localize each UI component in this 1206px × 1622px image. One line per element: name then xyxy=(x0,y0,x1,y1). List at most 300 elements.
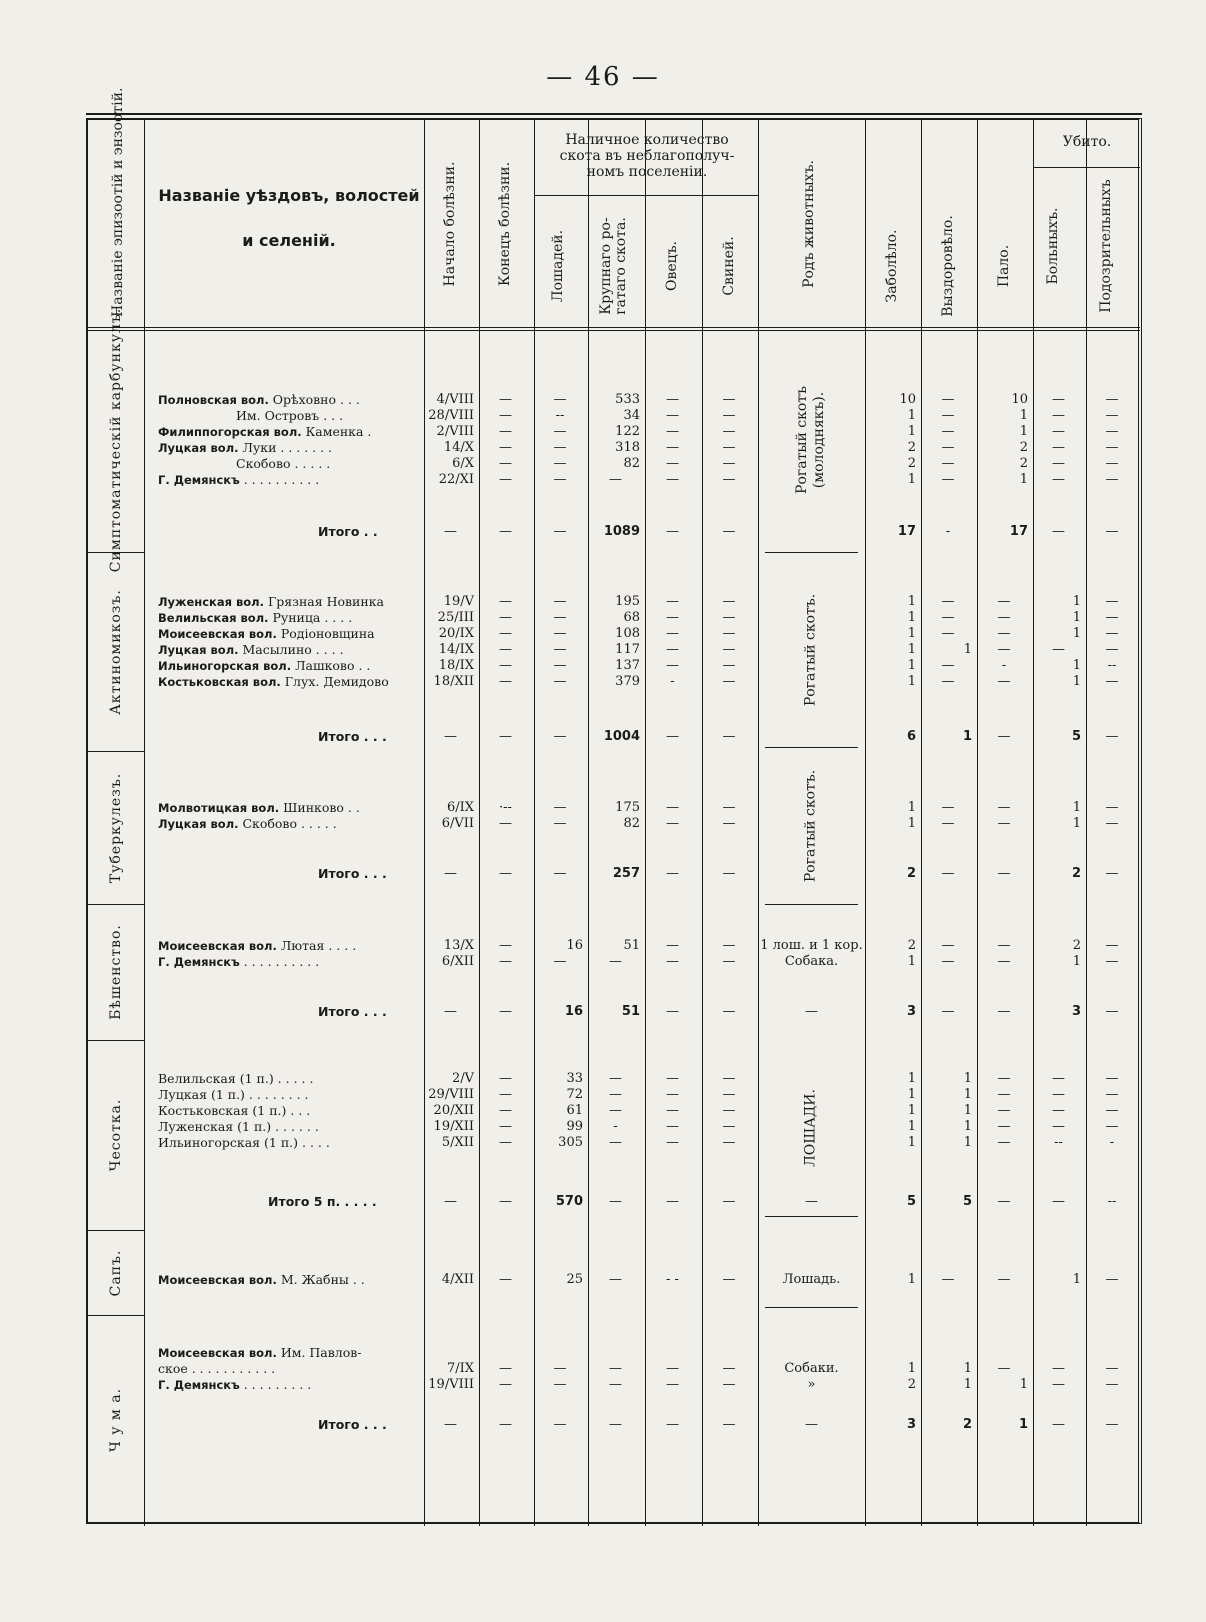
village-name: Луженская (1 п.) . . . . . . xyxy=(158,1119,319,1134)
cell-start: 4/VIII xyxy=(436,392,474,407)
cell-sheep: — xyxy=(666,1377,679,1392)
cell-ill: 1 xyxy=(907,1119,916,1134)
total-ksu: -- xyxy=(1107,1194,1117,1209)
cell-died: — xyxy=(997,1119,1011,1134)
row-place-name xyxy=(158,1377,311,1393)
header-killed-suspect: Подозрительныхъ xyxy=(1098,179,1114,313)
cell-ks: -- xyxy=(1054,1135,1063,1150)
cell-sheep: — xyxy=(666,424,679,439)
cell-ks: — xyxy=(1052,1071,1065,1086)
cell-start: 29/VIII xyxy=(428,1087,474,1102)
cell-cattle: 82 xyxy=(623,456,640,471)
total-sheep: — xyxy=(666,1194,679,1209)
cell-ill: 1 xyxy=(907,424,916,439)
cell-horses: — xyxy=(553,800,567,815)
cell-ks: — xyxy=(1052,424,1065,439)
total-pigs: — xyxy=(722,1417,736,1432)
cell-died: — xyxy=(997,800,1011,815)
cell-sheep: — xyxy=(666,440,679,455)
cell-cattle: 318 xyxy=(615,440,640,455)
cell-ksu: — xyxy=(1105,392,1119,407)
cell-ill: 1 xyxy=(907,642,916,657)
cell-end: — xyxy=(499,938,512,953)
cell-ill: 1 xyxy=(907,594,916,609)
volost-name: Моисеевская вол. xyxy=(158,939,277,953)
village-name: Им. Павлов- xyxy=(276,1345,362,1360)
cell-ill: 1 xyxy=(907,1087,916,1102)
cell-ill: 1 xyxy=(907,954,916,969)
cell-ksu: -- xyxy=(1107,658,1117,673)
cell-ill: 2 xyxy=(907,1377,916,1392)
total-died: — xyxy=(997,1004,1011,1019)
cell-end: — xyxy=(499,594,512,609)
volost-name: Ильиногорская вол. xyxy=(158,659,292,673)
cell-ks: — xyxy=(1052,1119,1065,1134)
cell-animal-kind: Собаки. xyxy=(784,1361,839,1376)
header-pigs: Свиней. xyxy=(721,236,737,296)
cell-sheep: — xyxy=(666,594,679,609)
cell-rec: — xyxy=(941,674,955,689)
header-herd-group: Наличное количество скота въ неблагополуч- номъ поселеніи. xyxy=(559,132,735,180)
row-place-name xyxy=(158,1103,310,1119)
total-animal-kind: — xyxy=(805,1194,818,1209)
cell-died: — xyxy=(997,1071,1011,1086)
total-rec: - xyxy=(945,524,951,539)
cell-ksu: — xyxy=(1105,1377,1119,1392)
total-cattle: — xyxy=(609,1417,622,1432)
cell-start: 6/IX xyxy=(446,800,474,815)
row-place-name xyxy=(158,440,332,456)
cell-ks: 1 xyxy=(1072,626,1081,641)
cell-ill: 2 xyxy=(907,440,916,455)
header-horses: Лошадей. xyxy=(550,229,566,303)
cell-ksu: — xyxy=(1105,642,1119,657)
cell-died: — xyxy=(997,1103,1011,1118)
cell-pigs: — xyxy=(722,626,736,641)
cell-end: — xyxy=(499,1119,512,1134)
header-recovered: Выздоровѣло. xyxy=(940,215,956,317)
total-ksu: — xyxy=(1105,729,1119,744)
cell-horses: — xyxy=(553,674,567,689)
total-animal-kind: — xyxy=(805,1417,818,1432)
total-cattle: 1004 xyxy=(603,729,640,744)
cell-rec: 1 xyxy=(963,642,972,657)
cell-end: — xyxy=(499,658,512,673)
total-rec: 2 xyxy=(962,1417,972,1432)
total-cattle: 257 xyxy=(612,866,640,881)
cell-horses: — xyxy=(553,392,567,407)
cell-rec: — xyxy=(941,456,955,471)
animal-kind-label xyxy=(803,593,820,705)
disease-label: Бѣшенство. xyxy=(108,924,124,1020)
total-rec: — xyxy=(941,1004,955,1019)
cell-sheep: — xyxy=(666,1071,679,1086)
village-name: Луцкая (1 п.) . . . . . . . . xyxy=(158,1087,309,1102)
cell-ks: — xyxy=(1052,456,1065,471)
cell-rec: — xyxy=(941,392,955,407)
total-start: — xyxy=(444,1417,457,1432)
cell-end: ·-- xyxy=(499,800,512,815)
cell-ks: — xyxy=(1052,1103,1065,1118)
cell-cattle: 108 xyxy=(615,626,640,641)
row-place-name xyxy=(158,816,337,832)
total-ksu: — xyxy=(1105,866,1119,881)
cell-end: — xyxy=(499,674,512,689)
cell-start: 19/V xyxy=(443,594,474,609)
cell-rec: — xyxy=(941,440,955,455)
cell-end: — xyxy=(499,1103,512,1118)
cell-cattle: 533 xyxy=(615,392,640,407)
total-ill: 3 xyxy=(906,1417,916,1432)
total-start: — xyxy=(444,1004,457,1019)
total-label: Итого . . . xyxy=(318,1004,387,1019)
cell-sheep: - - xyxy=(666,1272,679,1287)
village-name: . . . . . . . . . . xyxy=(239,472,320,487)
cell-sheep: — xyxy=(666,1361,679,1376)
cell-died: — xyxy=(997,1272,1011,1287)
volost-name: Г. Демянскъ xyxy=(158,1378,240,1392)
cell-pigs: — xyxy=(722,1087,736,1102)
cell-end: — xyxy=(499,1135,512,1150)
header-disease: Названіе эпизоотій и энзоотій. xyxy=(110,87,126,317)
cell-rec: — xyxy=(941,408,955,423)
total-start: — xyxy=(444,729,457,744)
cell-died: 2 xyxy=(1019,440,1028,455)
cell-ksu: — xyxy=(1105,408,1119,423)
cell-horses: 305 xyxy=(558,1135,583,1150)
cell-sheep: — xyxy=(666,800,679,815)
cell-sheep: — xyxy=(666,392,679,407)
cell-died: 1 xyxy=(1019,408,1028,423)
animal-kind-label xyxy=(794,386,828,494)
cell-start: 2/V xyxy=(451,1071,474,1086)
cell-pigs: — xyxy=(722,658,736,673)
volost-name: Луженская вол. xyxy=(158,595,264,609)
total-label: Итого 5 п. . . . . xyxy=(268,1194,377,1209)
cell-ksu: — xyxy=(1105,456,1119,471)
cell-start: 6/X xyxy=(452,456,474,471)
cell-ks: — xyxy=(1052,408,1065,423)
village-name: Скобово . . . . . xyxy=(236,456,331,471)
cell-end: — xyxy=(499,816,512,831)
cell-pigs: — xyxy=(722,938,736,953)
header-cattle: Крупнаго ро- гатаго скота. xyxy=(598,217,629,315)
row-place-name xyxy=(236,456,330,472)
total-sheep: — xyxy=(666,1417,679,1432)
village-name: Ильиногорская (1 п.) . . . . xyxy=(158,1135,330,1150)
cell-rec: — xyxy=(941,594,955,609)
village-name: Скобово . . . . . xyxy=(238,816,337,831)
cell-ill: 1 xyxy=(907,610,916,625)
cell-cattle: 379 xyxy=(615,674,640,689)
cell-died: 10 xyxy=(1011,392,1028,407)
row-place-name xyxy=(158,674,389,690)
volost-name: Моисеевская вол. xyxy=(158,1273,277,1287)
total-pigs: — xyxy=(722,524,736,539)
cell-sheep: — xyxy=(666,816,679,831)
cell-ks: 1 xyxy=(1072,1272,1081,1287)
cell-start: 18/IX xyxy=(438,658,474,673)
cell-cattle: 122 xyxy=(615,424,640,439)
total-pigs: — xyxy=(722,729,736,744)
cell-horses: — xyxy=(553,472,567,487)
total-ksu: — xyxy=(1105,1004,1119,1019)
cell-horses: 61 xyxy=(566,1103,583,1118)
village-name: . . . . . . . . . . xyxy=(239,954,320,969)
total-ks: — xyxy=(1052,1417,1065,1432)
cell-end: — xyxy=(499,408,512,423)
village-name: Масылино . . . . xyxy=(238,642,344,657)
header-sheep: Овецъ. xyxy=(664,240,680,292)
disease-label: Актиномикозъ. xyxy=(108,588,124,715)
cell-horses: 33 xyxy=(566,1071,583,1086)
cell-pigs: — xyxy=(722,642,736,657)
cell-animal-kind: Лошадь. xyxy=(782,1272,841,1287)
cell-pigs: — xyxy=(722,392,736,407)
cell-ksu: — xyxy=(1105,954,1119,969)
total-start: — xyxy=(444,524,457,539)
cell-pigs: — xyxy=(722,424,736,439)
cell-ksu: — xyxy=(1105,816,1119,831)
row-place-name xyxy=(158,1119,319,1135)
village-name: Каменка . xyxy=(301,424,372,439)
cell-pigs: — xyxy=(722,1272,736,1287)
village-name: Орѣховно . . . xyxy=(268,392,360,407)
village-name: Велильская (1 п.) . . . . . xyxy=(158,1071,314,1086)
cell-cattle: — xyxy=(609,472,622,487)
cell-rec: — xyxy=(941,938,955,953)
cell-cattle: — xyxy=(609,954,622,969)
cell-pigs: — xyxy=(722,674,736,689)
top-rule xyxy=(86,113,1142,115)
cell-died: — xyxy=(997,1087,1011,1102)
header-died: Пало. xyxy=(996,244,1012,288)
total-rec: 5 xyxy=(962,1194,972,1209)
cell-sheep: — xyxy=(666,1103,679,1118)
cell-horses: 16 xyxy=(566,938,583,953)
cell-pigs: — xyxy=(722,954,736,969)
village-name: Грязная Новинка xyxy=(263,594,384,609)
village-name: Лашково . . xyxy=(291,658,371,673)
cell-horses: — xyxy=(553,1361,567,1376)
row-place-name xyxy=(158,610,352,626)
cell-cattle: - xyxy=(613,1119,618,1134)
cell-cattle: 117 xyxy=(615,642,640,657)
disease-label: Туберкулезъ. xyxy=(108,772,124,883)
total-ks: — xyxy=(1052,524,1065,539)
village-name: Руница . . . . xyxy=(268,610,353,625)
village-name: Им. Островъ . . . xyxy=(236,408,344,423)
cell-pigs: — xyxy=(722,1103,736,1118)
cell-start: 19/VIII xyxy=(428,1377,474,1392)
village-name: . . . . . . . . . xyxy=(239,1377,312,1392)
row-place-name xyxy=(158,1071,313,1087)
row-place-name xyxy=(158,1135,330,1151)
cell-start: 4/XII xyxy=(441,1272,474,1287)
cell-end: — xyxy=(499,440,512,455)
cell-start: 28/VIII xyxy=(428,408,474,423)
row-place-name xyxy=(158,800,360,816)
total-label: Итого . . . xyxy=(318,1417,387,1432)
cell-rec: 1 xyxy=(963,1135,972,1150)
cell-rec: — xyxy=(941,658,955,673)
cell-pigs: — xyxy=(722,472,736,487)
cell-start: 20/IX xyxy=(438,626,474,641)
total-start: — xyxy=(444,866,457,881)
animal-kind-line: ЛОШАДИ. xyxy=(802,1089,819,1167)
cell-rec: 1 xyxy=(963,1103,972,1118)
cell-start: 18/XII xyxy=(433,674,474,689)
cell-ksu: — xyxy=(1105,472,1119,487)
total-died: 17 xyxy=(1009,524,1028,539)
cell-ks: — xyxy=(1052,440,1065,455)
cell-start: 13/X xyxy=(443,938,474,953)
cell-sheep: — xyxy=(666,642,679,657)
total-label: Итого . . xyxy=(318,524,378,539)
cell-sheep: - xyxy=(670,674,675,689)
cell-died: 1 xyxy=(1019,1377,1028,1392)
cell-cattle: — xyxy=(609,1103,622,1118)
cell-rec: 1 xyxy=(963,1087,972,1102)
cell-died: — xyxy=(997,674,1011,689)
cell-start: 14/IX xyxy=(438,642,474,657)
cell-pigs: — xyxy=(722,440,736,455)
cell-cattle: — xyxy=(609,1361,622,1376)
village-name: ское . . . . . . . . . . . xyxy=(158,1361,276,1376)
village-name: Лютая . . . . xyxy=(276,938,357,953)
cell-cattle: 34 xyxy=(623,408,640,423)
cell-horses: — xyxy=(553,816,567,831)
cell-horses: — xyxy=(553,1377,567,1392)
cell-animal-kind: » xyxy=(807,1377,816,1392)
cell-horses: — xyxy=(553,456,567,471)
total-horses: — xyxy=(553,524,567,539)
cell-cattle: 137 xyxy=(615,658,640,673)
cell-cattle: — xyxy=(609,1071,622,1086)
total-end: — xyxy=(499,1004,512,1019)
cell-animal-kind: 1 лош. и 1 кор. xyxy=(760,938,863,953)
total-sheep: — xyxy=(666,729,679,744)
cell-ks: — xyxy=(1052,1361,1065,1376)
village-name: Шинково . . xyxy=(279,800,360,815)
volost-name: Молвотицкая вол. xyxy=(158,801,280,815)
total-horses: 16 xyxy=(564,1004,583,1019)
cell-ksu: — xyxy=(1105,594,1119,609)
cell-horses: 25 xyxy=(566,1272,583,1287)
cell-horses: — xyxy=(553,658,567,673)
cell-rec: 1 xyxy=(963,1377,972,1392)
total-pigs: — xyxy=(722,866,736,881)
total-ill: 2 xyxy=(906,866,916,881)
cell-sheep: — xyxy=(666,610,679,625)
cell-end: — xyxy=(499,954,512,969)
cell-start: 25/III xyxy=(437,610,474,625)
table-body xyxy=(88,87,1144,1526)
cell-ill: 10 xyxy=(899,392,916,407)
volost-name: Г. Демянскъ xyxy=(158,473,240,487)
total-horses: 570 xyxy=(555,1194,583,1209)
cell-cattle: 51 xyxy=(623,938,640,953)
volost-name: Луцкая вол. xyxy=(158,817,239,831)
total-start: — xyxy=(444,1194,457,1209)
cell-died: — xyxy=(997,1361,1011,1376)
disease-label: Сапъ. xyxy=(108,1249,124,1296)
cell-ill: 2 xyxy=(907,456,916,471)
cell-animal-kind: Собака. xyxy=(784,954,839,969)
disease-label: Чесотка. xyxy=(108,1098,124,1172)
cell-sheep: — xyxy=(666,954,679,969)
total-ks: 3 xyxy=(1071,1004,1081,1019)
total-died: 1 xyxy=(1018,1417,1028,1432)
cell-died: — xyxy=(997,610,1011,625)
cell-rec: — xyxy=(941,816,955,831)
total-end: — xyxy=(499,1417,512,1432)
cell-sheep: — xyxy=(666,408,679,423)
cell-horses: — xyxy=(553,594,567,609)
animal-kind-line: Рогатый скотъ xyxy=(794,385,810,494)
cell-ksu: — xyxy=(1105,1361,1119,1376)
row-place-name xyxy=(236,408,343,424)
cell-ill: 2 xyxy=(907,938,916,953)
total-rec: — xyxy=(941,866,955,881)
cell-died: — xyxy=(997,626,1011,641)
cell-pigs: — xyxy=(722,610,736,625)
cell-horses: 99 xyxy=(566,1119,583,1134)
cell-ill: 1 xyxy=(907,816,916,831)
row-place-name xyxy=(158,472,319,488)
cell-cattle: — xyxy=(609,1272,622,1287)
cell-ill: 1 xyxy=(907,1071,916,1086)
total-end: — xyxy=(499,729,512,744)
cell-died: — xyxy=(997,642,1011,657)
cell-start: 6/XII xyxy=(441,954,474,969)
cell-start: 7/IX xyxy=(446,1361,474,1376)
cell-died: — xyxy=(997,938,1011,953)
total-died: — xyxy=(997,729,1011,744)
animal-kind-line: (молоднякъ). xyxy=(811,391,827,488)
disease-label: Ч у м а. xyxy=(108,1387,124,1452)
cell-end: — xyxy=(499,610,512,625)
cell-ks: — xyxy=(1052,392,1065,407)
cell-horses: — xyxy=(553,440,567,455)
cell-ks: — xyxy=(1052,472,1065,487)
cell-cattle: 175 xyxy=(615,800,640,815)
cell-rec: — xyxy=(941,472,955,487)
header-killed-group: Убито. xyxy=(1062,134,1112,150)
cell-sheep: — xyxy=(666,472,679,487)
cell-ill: 1 xyxy=(907,800,916,815)
cell-sheep: — xyxy=(666,456,679,471)
cell-ks: 1 xyxy=(1072,594,1081,609)
cell-end: — xyxy=(499,1361,512,1376)
cell-ks: 1 xyxy=(1072,816,1081,831)
cell-ill: 1 xyxy=(907,1135,916,1150)
cell-rec: — xyxy=(941,626,955,641)
cell-end: — xyxy=(499,456,512,471)
cell-sheep: — xyxy=(666,938,679,953)
volost-name: Г. Демянскъ xyxy=(158,955,240,969)
cell-sheep: — xyxy=(666,626,679,641)
cell-pigs: — xyxy=(722,800,736,815)
volost-name: Полновская вол. xyxy=(158,393,269,407)
cell-pigs: — xyxy=(722,1119,736,1134)
village-name: Костьковская (1 п.) . . . xyxy=(158,1103,311,1118)
total-rec: 1 xyxy=(962,729,972,744)
cell-ill: 1 xyxy=(907,472,916,487)
cell-rec: — xyxy=(941,610,955,625)
cell-start: 20/XII xyxy=(433,1103,474,1118)
cell-ks: — xyxy=(1052,1377,1065,1392)
